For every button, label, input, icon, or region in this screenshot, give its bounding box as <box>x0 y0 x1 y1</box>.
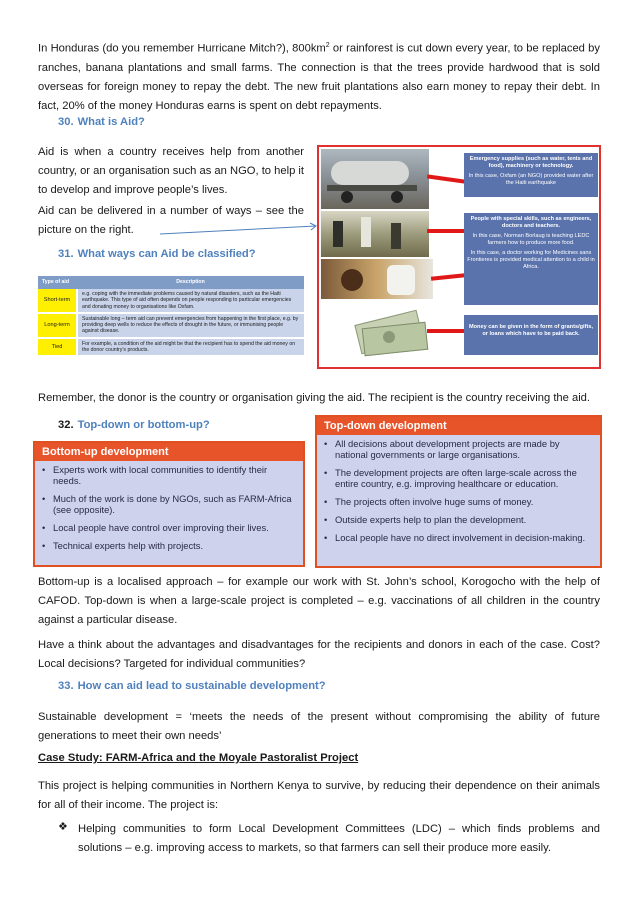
aid-type-cell: Long-term <box>38 313 77 338</box>
aid-types-table <box>38 276 304 357</box>
aid-photo-collage <box>317 145 601 369</box>
table-row <box>38 313 304 338</box>
arrow-icon <box>431 273 465 281</box>
heading-q30: 30. What is Aid? <box>58 116 145 128</box>
doctor-photo <box>321 259 433 299</box>
bottom-up-title: Bottom-up development <box>35 443 303 461</box>
table-header-type: Type of aid <box>38 276 77 289</box>
top-down-box <box>315 415 602 568</box>
arrow-icon <box>427 229 465 233</box>
list-item: • Local people have control over improving their lives. <box>53 522 295 533</box>
table-row <box>38 338 304 357</box>
note-special-skills: People with special skills, such as engineers, doctors and teachers. In this case, Norman Borlaug is teaching LEDC farmers how to produce more food. In this case, a doctor working for Medicines sans Frontieres is provided medical attention to a child in Africa. <box>464 213 598 305</box>
top-down-title: Top-down development <box>317 417 600 435</box>
aid-desc-cell: For example, a condition of the aid might be that the recipient has to spend the aid money on the donor country’s products. <box>77 338 304 357</box>
arrow-icon <box>427 174 465 183</box>
heading-q33: 33. How can aid lead to sustainable development? <box>58 680 326 692</box>
think-paragraph: Have a think about the advantages and disadvantages for the recipients and donors in each of the case. Cost? Local decisions? Targeted for individual communities? <box>38 639 600 670</box>
list-item: • The development projects are often large-scale across the entire country, e.g. improving healthcare or education. <box>335 467 592 489</box>
aid-type-cell: Short-term <box>38 289 77 313</box>
bottom-up-box <box>33 441 305 567</box>
list-item: • Technical experts help with projects. <box>53 540 295 551</box>
heading-q32: 32. Top-down or bottom-up? <box>58 419 210 431</box>
water-truck-photo <box>321 149 429 209</box>
list-item: • The projects often involve huge sums of money. <box>335 496 592 507</box>
aid-type-cell: Tied <box>38 338 77 357</box>
intro-paragraph: In Honduras (do you remember Hurricane Mitch?), $800km^2$ or rainforest is cut down every year, to be replaced by ranches, banana plantations and small farms. The connection is that the trees provide hardwood that is sold overseas for foreign money to repay the debt. The new fruit plantations also earn money to repay their debt. In fact, 20% of the money Honduras earns is spent on debt repayments. <box>38 42 600 112</box>
table-row <box>38 289 304 313</box>
heading-q31: 31. What ways can Aid be classified? <box>58 248 256 260</box>
list-item: • Outside experts help to plan the development. <box>335 514 592 525</box>
aid-definition: Aid is when a country receives help from another country, or an organisation such as an NGO, to help it to develop and improve people’s lives. <box>38 146 304 196</box>
bottom-up-paragraph: Bottom-up is a localised approach – for example our work with St. John’s school, Korogocho with the help of CAFOD. Top-down is when a large-scale project is completed – e.g. vaccinations of all children in the country against a particular disease. <box>38 576 600 626</box>
aid-desc-cell: e.g. coping with the immediate problems caused by natural disasters, such as the Haiti earthquake. This type of aid often depends on people responding to particular emergencies and donating money to organisations like Oxfam. <box>77 289 304 313</box>
diamond-bullet-icon: ❖ <box>58 821 68 833</box>
list-item: • Experts work with local communities to identify their needs. <box>53 464 295 486</box>
list-item: • Local people have no direct involvement in decision-making. <box>335 532 592 543</box>
case-study-paragraph: This project is helping communities in Northern Kenya to survive, by reducing their dependence on their animals for all of their income. The project is: <box>38 780 600 811</box>
aid-desc-cell: Sustainable long – term aid can prevent emergencies from happening in the first place, e.g. by providing deep wells to reduce the effects of drought in the future, or immunising people against disease. <box>77 313 304 338</box>
arrow-icon <box>427 329 465 333</box>
note-money: Money can be given in the form of grants/gifts, or loans which have to be paid back. <box>464 315 598 355</box>
aid-delivered-text: Aid can be delivered in a number of ways – see the picture on the right. <box>38 205 304 236</box>
case-study-title: Case Study: FARM-Africa and the Moyale Pastoralist Project <box>38 752 359 764</box>
bullet-text: Helping communities to form Local Development Committees (LDC) – which finds problems and solutions – e.g. improving access to markets, so that farmers can sell their produce more easily. <box>78 823 600 854</box>
list-item: • Much of the work is done by NGOs, such as FARM-Africa (see opposite). <box>53 493 295 515</box>
money-photo <box>353 305 429 357</box>
list-item: • All decisions about development projects are made by national governments or large organisations. <box>335 438 592 460</box>
note-emergency-supplies: Emergency supplies (such as water, tents and food), machinery or technology. In this case, Oxfam (an NGO) provided water after the Haiti earthquake <box>464 153 598 197</box>
sustainable-definition: Sustainable development = ‘meets the needs of the present without compromising the ability of future generations to meet their own needs’ <box>38 711 600 742</box>
remember-paragraph: Remember, the donor is the country or organisation giving the aid. The recipient is the country receiving the aid. <box>38 392 591 404</box>
connector-arrow <box>160 222 320 236</box>
table-header-description: Description <box>77 276 304 289</box>
farmers-photo <box>321 211 429 257</box>
